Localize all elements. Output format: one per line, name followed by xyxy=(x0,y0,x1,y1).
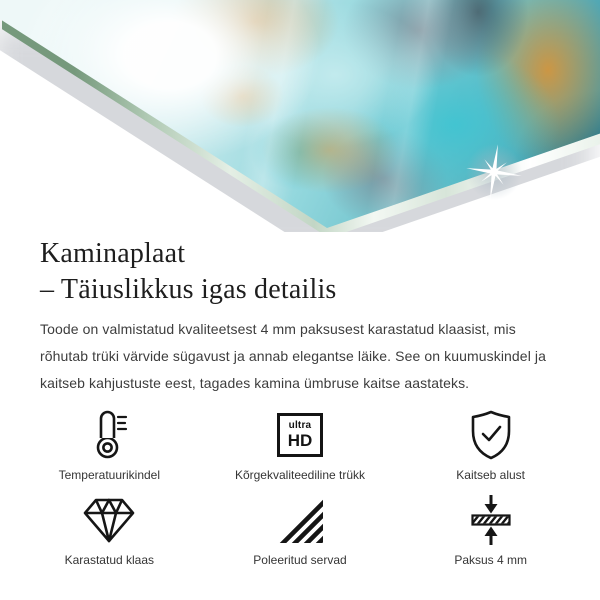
thermometer-icon xyxy=(88,409,130,461)
polished-edges-icon xyxy=(272,494,328,546)
feature-ultra-hd-print xyxy=(205,409,396,482)
ultra-hd-text-bottom: HD xyxy=(287,431,313,450)
feature-label: Karastatud klaas xyxy=(64,553,155,568)
feature-thickness-4mm xyxy=(395,494,586,567)
features-grid xyxy=(14,409,586,568)
diamond-icon xyxy=(81,494,137,546)
shield-check-icon xyxy=(467,409,515,461)
ultra-hd-text-top: ultra xyxy=(288,420,312,431)
thickness-icon xyxy=(463,494,519,546)
product-description-section xyxy=(0,232,600,568)
product-hero-image xyxy=(0,0,600,232)
feature-tempered-glass xyxy=(14,494,205,567)
page-title-line2: – Täiuslikkus igas detailis xyxy=(40,274,337,305)
feature-label: Paksus 4 mm xyxy=(454,553,527,568)
feature-protects-base xyxy=(395,409,586,482)
page-title-line1: Kaminaplaat xyxy=(40,238,186,269)
sparkle-icon xyxy=(462,140,526,204)
feature-temperature-resistant xyxy=(14,409,205,482)
intro-paragraph: Toode on valmistatud kvaliteetsest 4 mm paksusest karastatud klaasist, mis rõhutab trüki värvide sügavust ja annab elegantse läike. See on kuumuskindel ja kaitseb kahjustuste eest, tagades kamina ümbruse kaitse aastateks. xyxy=(40,321,546,391)
feature-label: Kõrgekvaliteediline trükk xyxy=(234,468,366,482)
feature-label: Poleeritud servad xyxy=(253,553,347,568)
feature-label: Kaitseb alust xyxy=(456,468,526,482)
ultra-hd-box xyxy=(277,413,323,457)
page-title xyxy=(40,236,560,308)
feature-polished-edges xyxy=(205,494,396,567)
ultra-hd-icon xyxy=(277,409,323,461)
feature-label: Temperatuurikindel xyxy=(58,468,161,482)
